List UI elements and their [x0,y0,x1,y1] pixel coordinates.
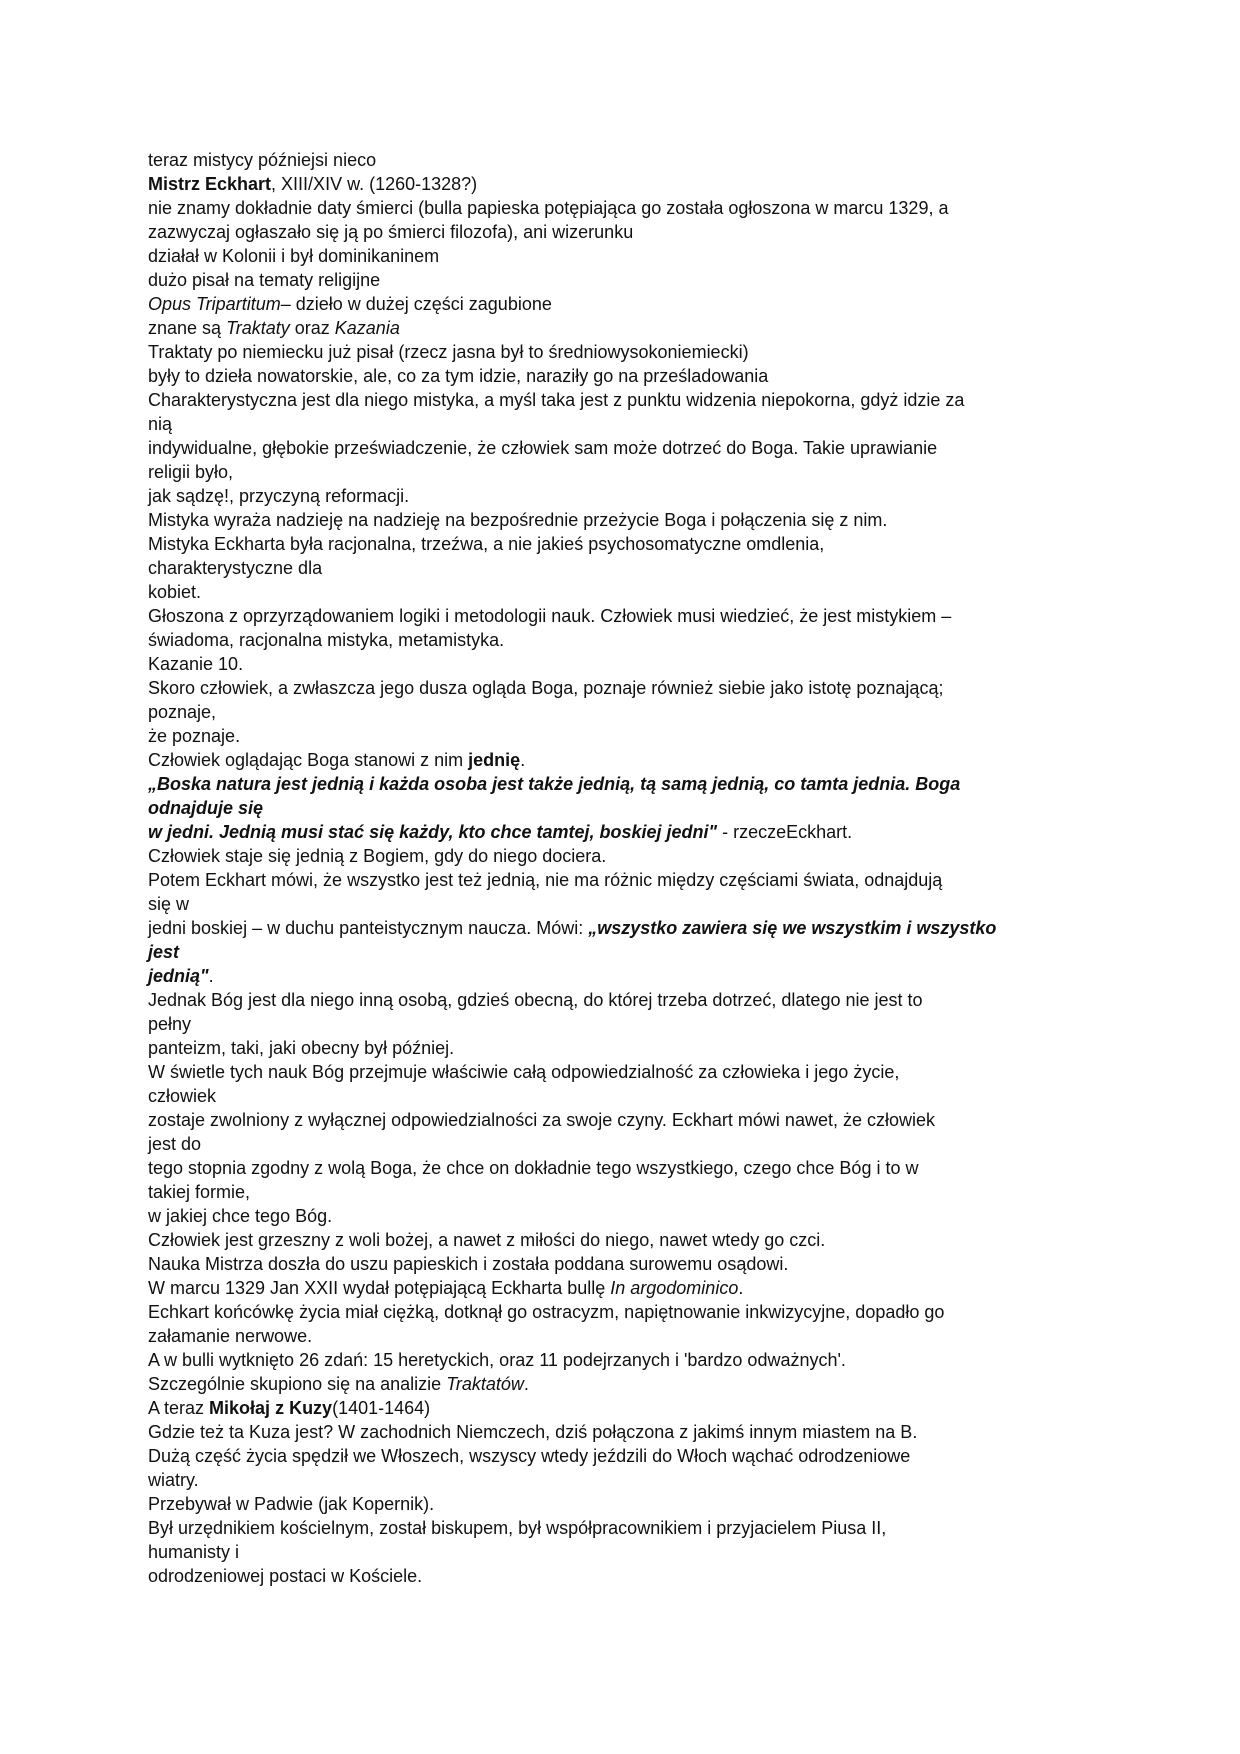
text-line [148,148,1088,172]
text-segment: odrodzeniowej postaci w Kościele. [148,1566,423,1586]
text-line [148,796,1088,820]
text-segment: że poznaje. [148,726,241,746]
text-line [148,292,1088,316]
text-segment: jest do [148,1134,202,1154]
text-line [148,772,1088,796]
text-segment: Człowiek staje się jednią z Bogiem, gdy do niego dociera. [148,846,607,866]
text-line [148,892,1088,916]
text-line [148,196,1088,220]
text-segment: nią [148,414,173,434]
text-segment: znane są [148,318,227,338]
text-segment: załamanie nerwowe. [148,1326,313,1346]
text-segment: Szczególnie skupiono się na analizie [148,1374,447,1394]
text-line [148,172,1088,196]
text-line [148,1444,1088,1468]
text-segment: Nauka Mistrza doszła do uszu papieskich i została poddana surowemu osądowi. [148,1254,789,1274]
text-segment: Człowiek oglądając Boga stanowi z nim [148,750,469,770]
text-segment: kobiet. [148,582,202,602]
text-segment: tego stopnia zgodny z wolą Boga, że chce on dokładnie tego wszystkiego, czego chce Bóg i to w [148,1158,919,1178]
text-line [148,436,1088,460]
text-line [148,1012,1088,1036]
text-line [148,1156,1088,1180]
text-line [148,1228,1088,1252]
text-segment: odnajduje się [148,798,264,818]
text-line [148,316,1088,340]
text-segment: (1401-1464) [332,1398,431,1418]
text-line [148,268,1088,292]
text-line [148,1132,1088,1156]
text-segment: Mistrz Eckhart [148,174,272,194]
text-line [148,1540,1088,1564]
text-line [148,1276,1088,1300]
text-segment: humanisty i [148,1542,240,1562]
text-line [148,676,1088,700]
text-segment: Traktatów [446,1374,524,1394]
text-segment: - rzeczeEckhart. [717,822,853,842]
text-segment: Głoszona z oprzyrządowaniem logiki i metodologii nauk. Człowiek musi wiedzieć, że jest mistykiem – [148,606,952,626]
text-segment: A teraz [148,1398,210,1418]
text-segment: się w [148,894,190,914]
text-segment: . [738,1278,744,1298]
text-line [148,940,1088,964]
text-line [148,1564,1088,1588]
text-segment: jest [148,942,180,962]
text-line [148,844,1088,868]
document-page [148,148,1088,1588]
text-line [148,1324,1088,1348]
text-segment: . [523,1374,529,1394]
text-line [148,580,1088,604]
text-line [148,1492,1088,1516]
text-line [148,652,1088,676]
text-line [148,628,1088,652]
text-segment: W świetle tych nauk Bóg przejmuje właściwie całą odpowiedzialność za człowieka i jego życie, [148,1062,900,1082]
text-line [148,340,1088,364]
text-segment: Charakterystyczna jest dla niego mistyka, a myśl taka jest z punktu widzenia niepokorna, gdyż idzie za [148,390,965,410]
text-line [148,1108,1088,1132]
text-segment: „wszystko zawiera się we wszystkim i wszystko [588,918,997,938]
text-segment: jednią" [148,966,209,986]
text-segment: Skoro człowiek, a zwłaszcza jego dusza ogląda Boga, poznaje również siebie jako istotę poznającą; [148,678,944,698]
text-line [148,388,1088,412]
text-segment: działał w Kolonii i był dominikaninem [148,246,440,266]
text-segment: In argodominico [610,1278,739,1298]
text-line [148,1300,1088,1324]
text-line [148,700,1088,724]
text-segment: A w bulli wytknięto 26 zdań: 15 heretyckich, oraz 11 podejrzanych i 'bardzo odważnych'. [148,1350,846,1370]
text-segment: panteizm, taki, jaki obecny był później. [148,1038,455,1058]
text-line [148,460,1088,484]
text-line [148,412,1088,436]
text-line [148,1468,1088,1492]
text-line [148,1060,1088,1084]
text-segment: w jedni. Jednią musi stać się każdy, kto chce tamtej, boskiej jedni" [148,822,718,842]
text-line [148,916,1088,940]
text-segment: Przebywał w Padwie (jak Kopernik). [148,1494,435,1514]
text-segment: zostaje zwolniony z wyłącznej odpowiedzialności za swoje czyny. Eckhart mówi nawet, że człowiek [148,1110,935,1130]
text-segment: jak sądzę!, przyczyną reformacji. [148,486,410,506]
text-segment: . [520,750,526,770]
text-line [148,1084,1088,1108]
text-segment: . [208,966,214,986]
text-segment: z Kuzy [275,1398,333,1418]
text-line [148,1396,1088,1420]
text-segment: zazwyczaj ogłaszało się ją po śmierci filozofa), ani wizerunku [148,222,634,242]
text-segment: w jakiej chce tego Bóg. [148,1206,333,1226]
text-line [148,604,1088,628]
text-segment: Jednak Bóg jest dla niego inną osobą, gdzieś obecną, do której trzeba dotrzeć, dlatego nie jest to [148,990,923,1010]
text-segment: oraz [289,318,335,338]
text-segment: Mistyka Eckharta była racjonalna, trzeźwa, a nie jakieś psychosomatyczne omdlenia, [148,534,825,554]
text-line [148,508,1088,532]
text-segment: W marcu 1329 Jan XXII wydał potępiającą Eckharta bullę [148,1278,611,1298]
text-segment: nie znamy dokładnie daty śmierci (bulla papieska potępiająca go została ogłoszona w marcu 1329, a [148,198,949,218]
text-segment: Kazanie 10. [148,654,244,674]
text-segment: Potem Eckhart mówi, że wszystko jest też jednią, nie ma różnic między częściami świata, odnajdują [148,870,943,890]
text-segment: Echkart końcówkę życia miał ciężką, dotknął go ostracyzm, napiętnowanie inkwizycyjne, dopadło go [148,1302,945,1322]
text-line [148,1348,1088,1372]
text-line [148,532,1088,556]
text-segment: dużo pisał na tematy religijne [148,270,381,290]
text-line [148,244,1088,268]
text-segment: religii było, [148,462,234,482]
text-segment: pełny [148,1014,192,1034]
text-line [148,964,1088,988]
text-line [148,1252,1088,1276]
text-line [148,820,1088,844]
text-line [148,1204,1088,1228]
text-segment: , XIII/XIV w. (1260-1328?) [271,174,478,194]
text-segment: jedni boskiej – w duchu panteistycznym naucza. Mówi: [148,918,589,938]
text-segment: Opus Tripartitum [148,294,281,314]
text-segment: Traktaty po niemiecku już pisał (rzecz jasna był to średniowysokoniemiecki) [148,342,749,362]
text-segment: jednię [468,750,521,770]
text-line [148,1180,1088,1204]
text-segment: Dużą część życia spędził we Włoszech, wszyscy wtedy jeździli do Włoch wąchać odrodzeniowe [148,1446,911,1466]
text-line [148,1036,1088,1060]
text-segment: Traktaty [226,318,290,338]
text-segment: indywidualne, głębokie przeświadczenie, że człowiek sam może dotrzeć do Boga. Takie uprawianie [148,438,938,458]
text-segment: Mistyka wyraża nadzieję na nadzieję na bezpośrednie przeżycie Boga i połączenia się z nim. [148,510,888,530]
text-segment: Kazania [334,318,400,338]
text-line [148,1516,1088,1540]
text-segment: Człowiek jest grzeszny z woli bożej, a nawet z miłości do niego, nawet wtedy go czci. [148,1230,826,1250]
text-segment: były to dzieła nowatorskie, ale, co za tym idzie, naraziły go na prześladowania [148,366,769,386]
text-line [148,220,1088,244]
text-segment: takiej formie, [148,1182,251,1202]
text-line [148,1372,1088,1396]
text-line [148,556,1088,580]
text-line [148,364,1088,388]
text-segment: wiatry. [148,1470,199,1490]
text-segment: Był urzędnikiem kościelnym, został biskupem, był współpracownikiem i przyjacielem Piusa II, [148,1518,887,1538]
text-segment: – dzieło w dużej części zagubione [280,294,552,314]
text-line [148,724,1088,748]
text-segment: charakterystyczne dla [148,558,323,578]
text-segment: Gdzie też ta Kuza jest? W zachodnich Niemczech, dziś połączona z jakimś innym miastem na B. [148,1422,918,1442]
text-segment: świadoma, racjonalna mistyka, metamistyka. [148,630,505,650]
text-segment: Mikołaj [209,1398,271,1418]
text-segment: „Boska natura jest jednią i każda osoba jest także jednią, tą samą jednią, co tamta jednia. Boga [148,774,961,794]
text-line [148,1420,1088,1444]
text-line [148,868,1088,892]
text-segment: człowiek [148,1086,217,1106]
text-segment: teraz mistycy późniejsi nieco [148,150,377,170]
text-segment: poznaje, [148,702,217,722]
text-line [148,988,1088,1012]
text-line [148,748,1088,772]
text-line [148,484,1088,508]
